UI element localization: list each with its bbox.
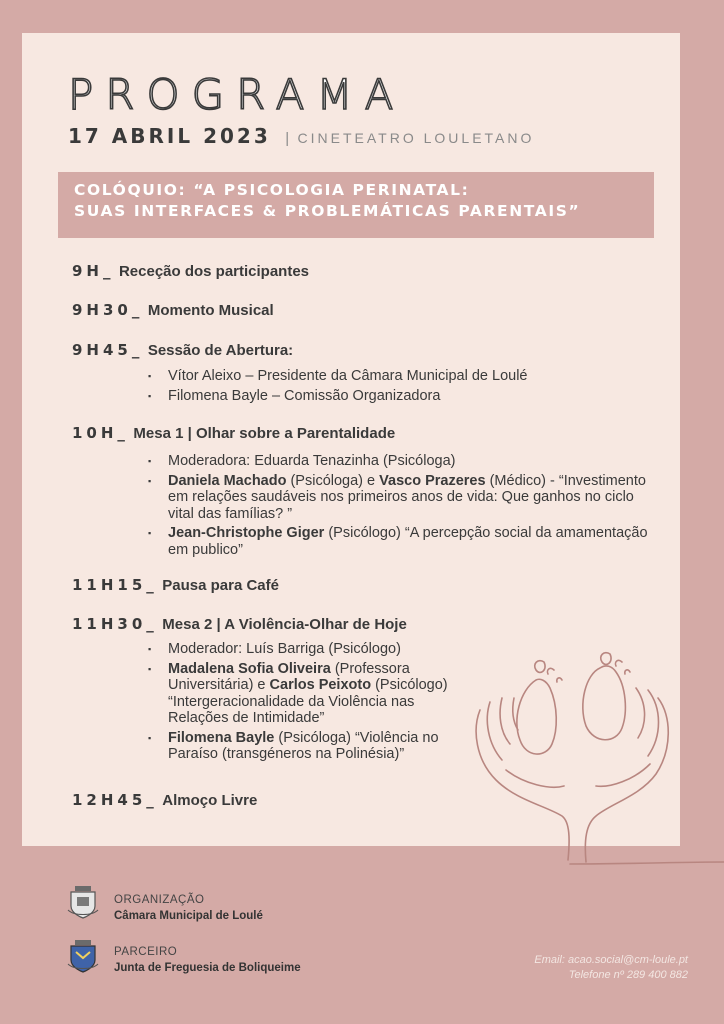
partner-name: Junta de Freguesia de Boliqueime — [114, 962, 301, 974]
speaker-name: Filomena Bayle — [168, 729, 275, 746]
list-item: ▪ Jean-Christophe Giger (Psicólogo) “A percepção social da amamentação em publico” — [148, 525, 648, 558]
banner-text — [74, 180, 580, 222]
opening-speakers-list — [148, 368, 648, 407]
banner-line-1: COLÓQUIO: “A PSICOLOGIA PERINATAL: — [74, 181, 470, 199]
junta-boliqueime-crest-icon — [66, 938, 100, 974]
list-item: ▪ Moderadora: Eduarda Tenazinha (Psicóloga) — [148, 453, 648, 470]
partner-label: PARCEIRO — [114, 946, 178, 958]
schedule-item — [72, 301, 274, 320]
date-separator: | — [285, 130, 290, 147]
date-line — [68, 124, 534, 148]
schedule-item — [72, 791, 257, 810]
speaker-name: Madalena Sofia Oliveira — [168, 660, 331, 677]
speaker-name: Vasco Prazeres — [379, 472, 486, 489]
colloquium-banner — [58, 172, 654, 238]
panel-1-list — [148, 453, 648, 561]
hands-feet-illustration — [450, 640, 724, 880]
schedule-time: 12H45_ — [72, 791, 158, 809]
schedule-label: Mesa 1 | Olhar sobre a Parentalidade — [133, 425, 396, 442]
list-item: ▪ Moderador: Luís Barriga (Psicólogo) — [148, 641, 448, 658]
schedule-label: Momento Musical — [147, 302, 274, 319]
camara-loule-crest-icon — [66, 884, 100, 920]
speaker-name: Carlos Peixoto — [269, 677, 372, 693]
list-item: ▪ Madalena Sofia Oliveira (Professora Universitária) e Carlos Peixoto (Psicólogo) “Intergeracionalidade da Violência nas Relações de Intimidade” — [148, 661, 448, 727]
schedule-label: Receção dos participantes — [118, 263, 310, 280]
contact-phone: Telefone nº 289 400 882 — [568, 969, 688, 981]
schedule-item — [72, 576, 279, 595]
schedule-label: Mesa 2 | A Violência-Olhar de Hoje — [162, 616, 407, 633]
schedule-time: 9H_ — [72, 262, 115, 280]
panel-2-list — [148, 641, 448, 766]
schedule-time: 9H30_ — [72, 301, 144, 319]
schedule-time: 9H45_ — [72, 341, 144, 359]
page-title: PROGRAMA — [68, 70, 406, 119]
event-date: 17 ABRIL 2023 — [68, 124, 271, 148]
list-item: ▪ Filomena Bayle – Comissão Organizadora — [148, 388, 648, 405]
schedule-item — [72, 341, 293, 360]
organization-label: ORGANIZAÇÃO — [114, 894, 205, 906]
schedule-item — [72, 424, 395, 443]
speaker-name: Daniela Machado — [168, 472, 287, 489]
schedule-label: Pausa para Café — [162, 577, 279, 594]
schedule-item — [72, 615, 407, 634]
event-venue: CINETEATRO LOULETANO — [297, 130, 535, 146]
schedule-time: 10H_ — [72, 424, 129, 442]
organization-name: Câmara Municipal de Loulé — [114, 910, 263, 922]
schedule-label: Sessão de Abertura: — [147, 342, 294, 359]
schedule-label: Almoço Livre — [162, 792, 258, 809]
list-item: ▪ Daniela Machado (Psicóloga) e Vasco Prazeres (Médico) - “Investimento em relações saudáveis nos primeiros anos de vida: Que ganhos no ciclo vital das famílias? ” — [148, 473, 648, 523]
banner-line-2: SUAS INTERFACES & PROBLEMÁTICAS PARENTAIS” — [74, 202, 581, 220]
schedule-time: 11H30_ — [72, 615, 158, 633]
list-item: ▪ Vítor Aleixo – Presidente da Câmara Municipal de Loulé — [148, 368, 648, 385]
schedule-time: 11H15_ — [72, 576, 158, 594]
list-item: ▪ Filomena Bayle (Psicóloga) “Violência no Paraíso (transgéneros na Polinésia)” — [148, 730, 448, 763]
contact-email: Email: acao.social@cm-loule.pt — [534, 954, 688, 966]
schedule-item — [72, 262, 309, 281]
speaker-name: Jean-Christophe Giger — [168, 525, 325, 541]
